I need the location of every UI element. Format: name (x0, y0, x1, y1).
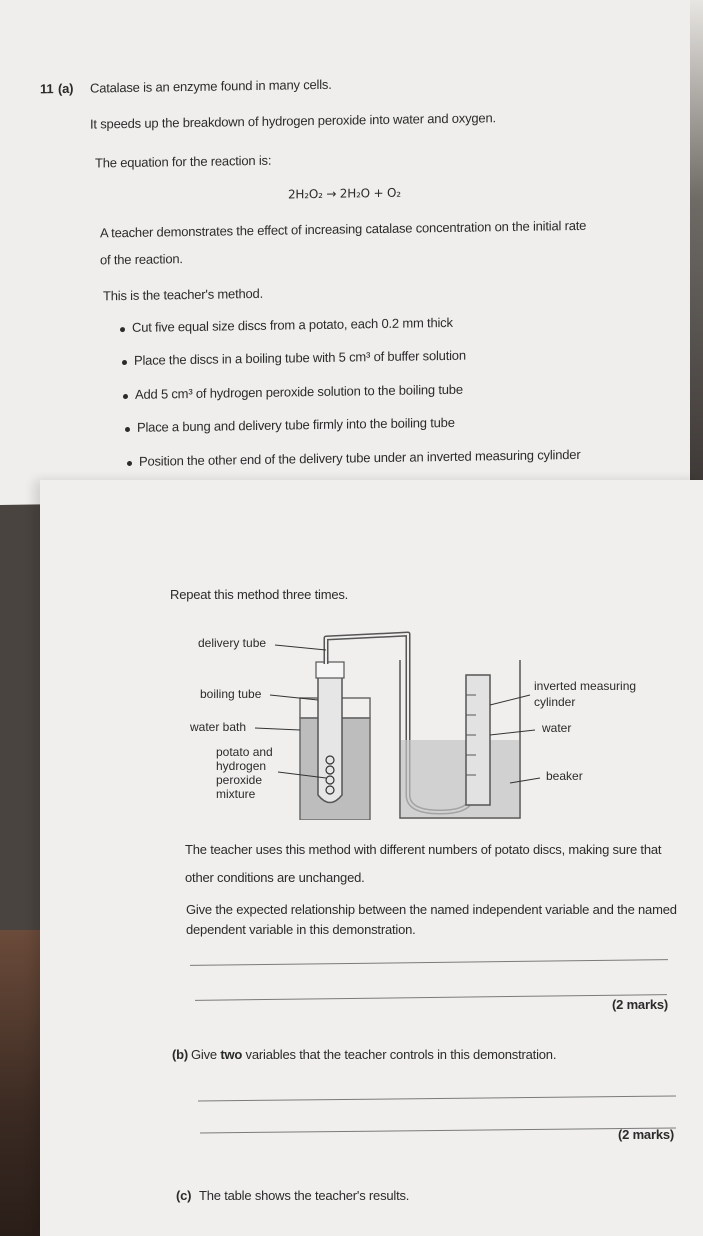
label-cylinder-1: inverted measuring (534, 679, 637, 693)
question-line2: dependent variable in this demonstration. (186, 922, 416, 937)
part-a-label: (a) (58, 80, 74, 97)
label-water: water (542, 721, 572, 735)
equation-intro: The equation for the reaction is: (95, 152, 272, 171)
uses-line1: The teacher uses this method with different numbers of potato discs, making sure that (185, 842, 662, 857)
part-c-label: (c) (176, 1188, 192, 1203)
bullet-1 (120, 327, 125, 332)
label-beaker: beaker (546, 769, 583, 783)
exam-page-upper (0, 0, 690, 505)
method-step-1: Cut five equal size discs from a potato, each 0.2 mm thick (132, 314, 453, 335)
repeat-text: Repeat this method three times. (170, 587, 349, 602)
label-potato-2: hydrogen (216, 759, 267, 773)
label-cylinder-2: cylinder (534, 695, 576, 709)
label-boiling-tube: boiling tube (200, 687, 262, 701)
bullet-4 (125, 427, 130, 432)
demo-line2: of the reaction. (100, 251, 183, 268)
part-b-label: (b) (172, 1047, 188, 1062)
part-c-text: The table shows the teacher's results. (199, 1188, 410, 1203)
beaker-water (401, 740, 519, 817)
label-delivery-tube: delivery tube (198, 636, 267, 650)
method-intro: This is the teacher's method. (103, 285, 263, 304)
method-step-2: Place the discs in a boiling tube with 5 cm³ of buffer solution (134, 347, 466, 368)
marks-b: (2 marks) (618, 1127, 675, 1142)
apparatus-diagram (150, 620, 650, 820)
label-potato-1: potato and (216, 745, 273, 759)
bung (316, 662, 344, 678)
method-step-5: Position the other end of the delivery tube under an inverted measuring cylinder (139, 446, 581, 469)
uses-line2: other conditions are unchanged. (185, 870, 365, 885)
exam-page-lower (40, 480, 703, 1236)
part-b-text: Give two variables that the teacher controls in this demonstration. (191, 1047, 557, 1062)
reaction-equation: 2H₂O₂ → 2H₂O + O₂ (288, 185, 401, 202)
intro-text: Catalase is an enzyme found in many cells. (90, 76, 332, 96)
question-line1: Give the expected relationship between the named independent variable and the named (186, 902, 677, 917)
bullet-2 (122, 360, 127, 365)
method-step-3: Add 5 cm³ of hydrogen peroxide solution to the boiling tube (135, 381, 463, 402)
question-number: 11 (40, 81, 54, 97)
bullet-5 (127, 461, 132, 466)
bullet-3 (123, 394, 128, 399)
method-step-4: Place a bung and delivery tube firmly into the boiling tube (137, 414, 455, 435)
label-potato-3: peroxide (216, 773, 263, 787)
boiling-tube (318, 665, 342, 803)
demo-line1: A teacher demonstrates the effect of increasing catalase concentration on the initial rate (100, 217, 587, 241)
label-potato-4: mixture (216, 787, 256, 801)
intro-line2: It speeds up the breakdown of hydrogen peroxide into water and oxygen. (90, 110, 496, 132)
label-water-bath: water bath (190, 720, 247, 734)
marks-a: (2 marks) (612, 997, 669, 1012)
